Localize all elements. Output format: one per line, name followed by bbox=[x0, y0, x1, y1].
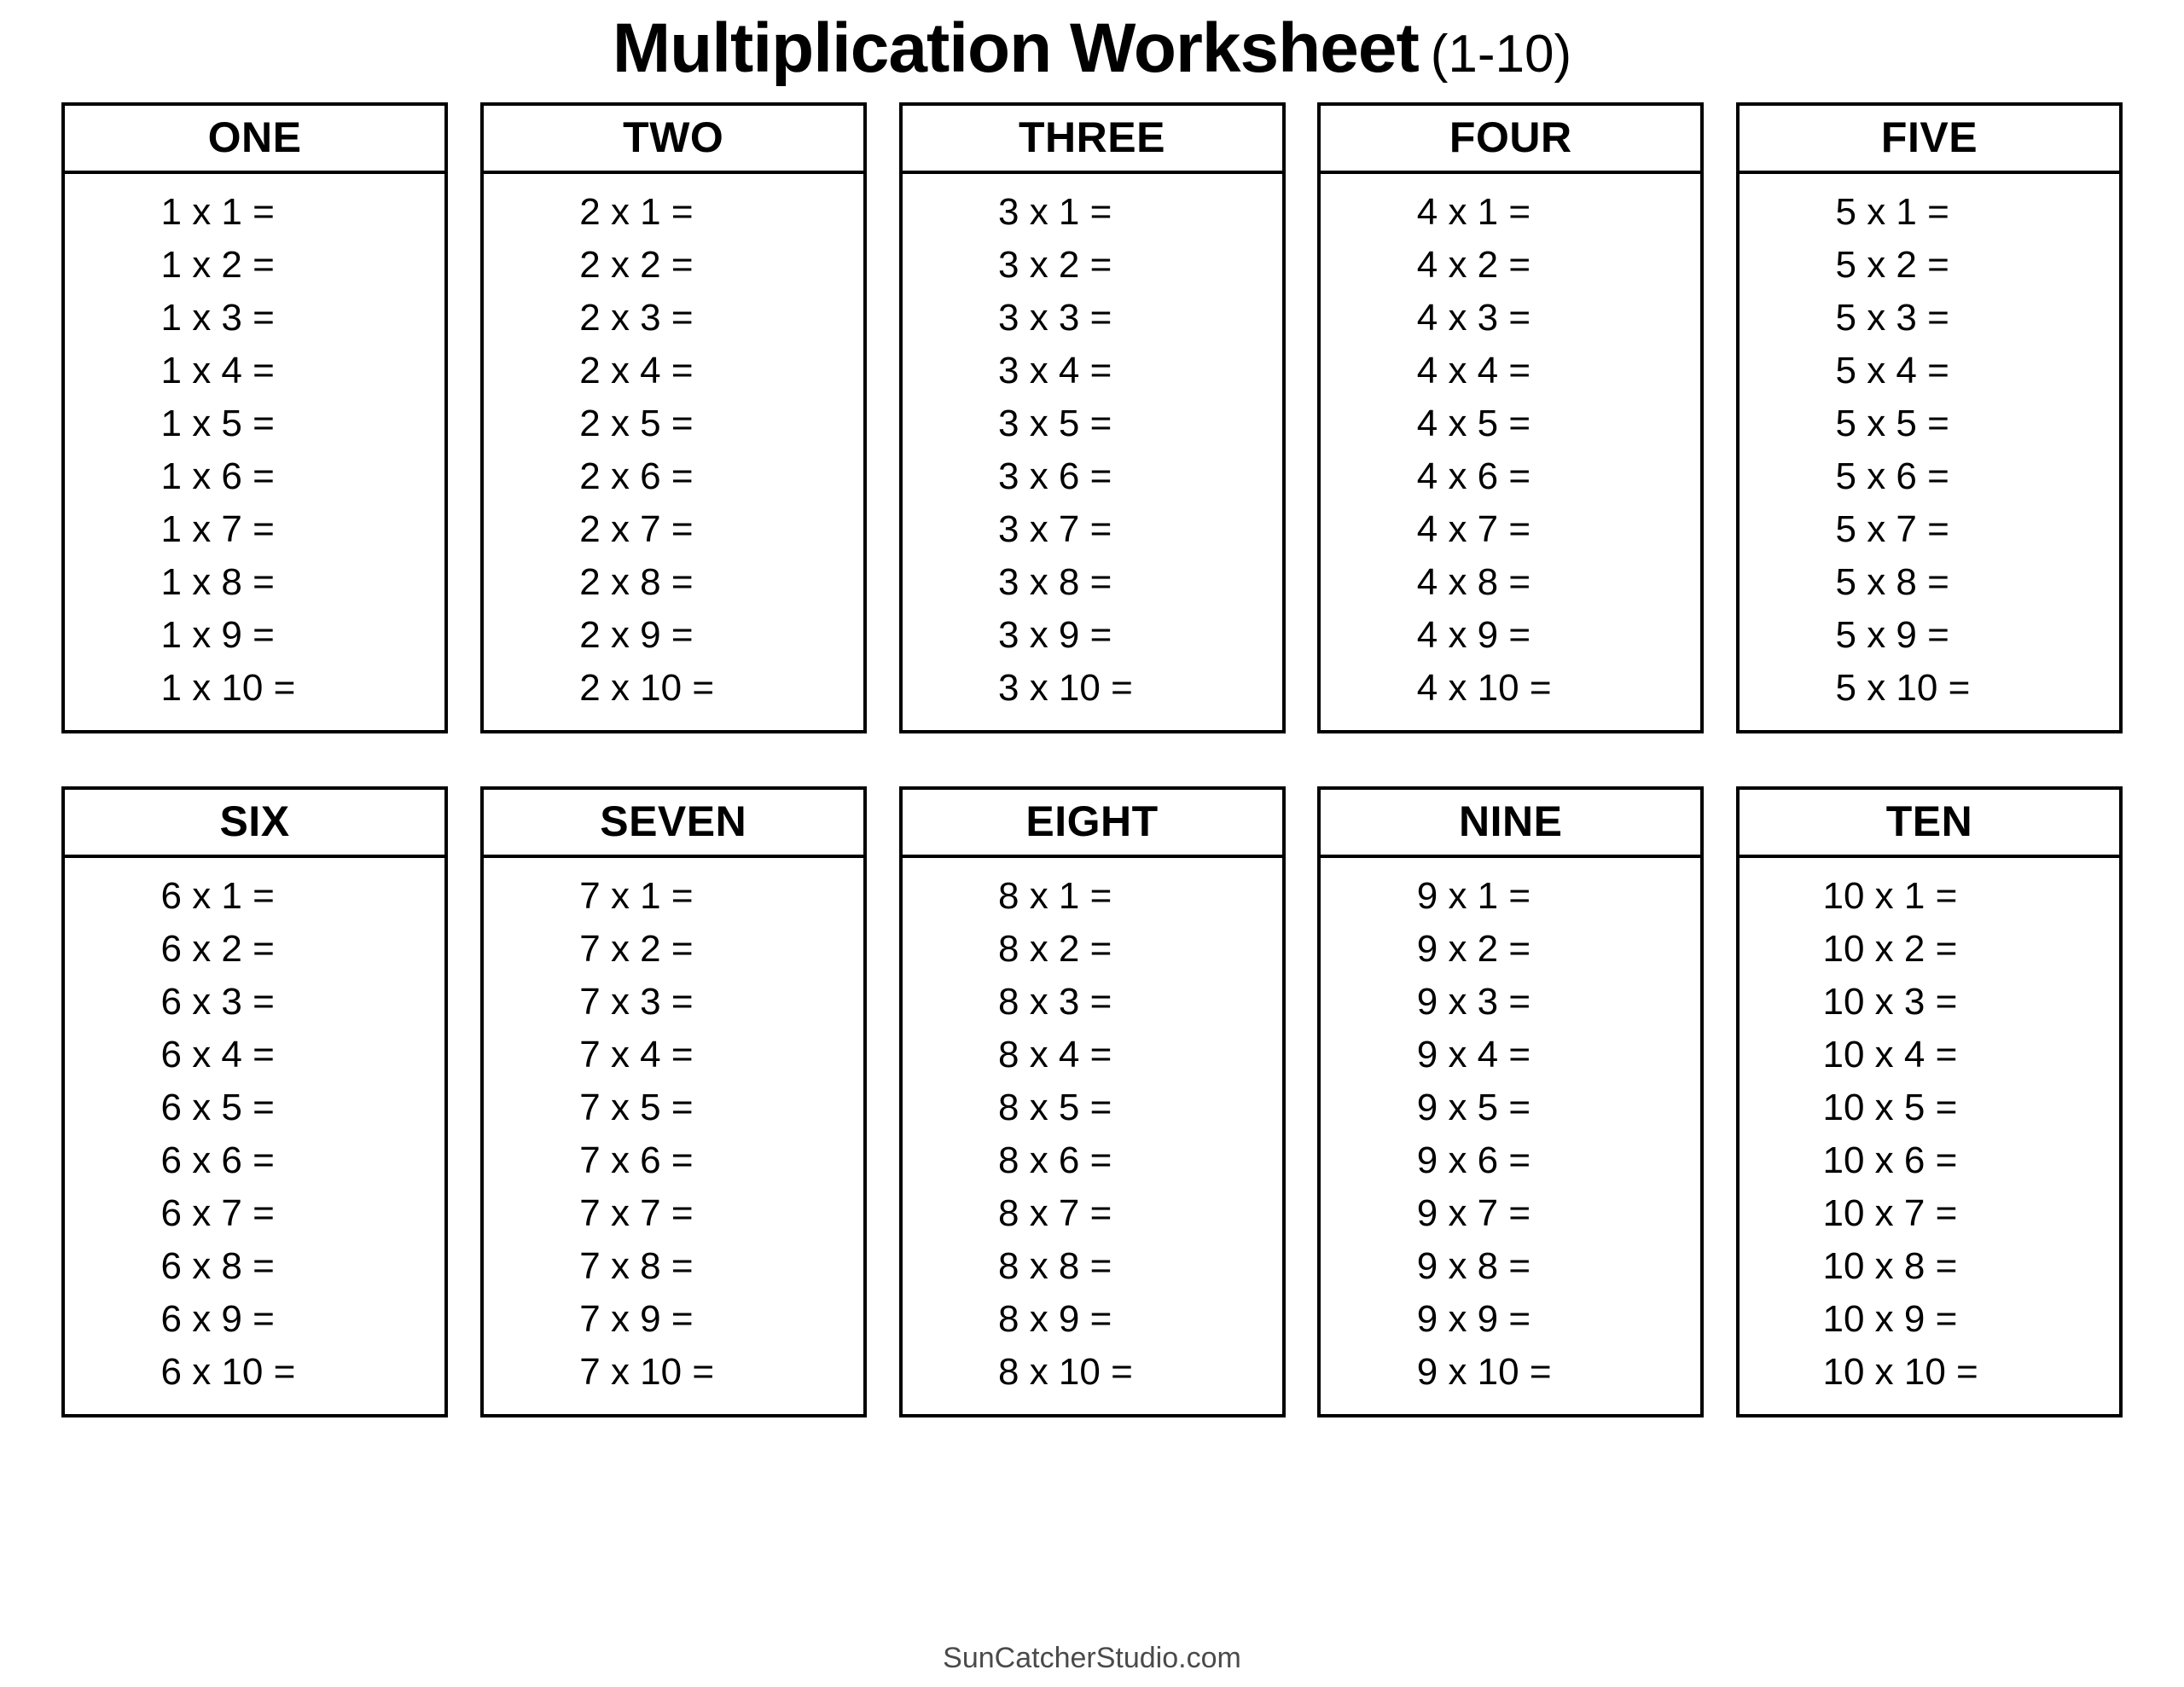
equation-text: 10 x 5 = bbox=[1822, 1087, 1958, 1128]
equation-row bbox=[903, 1293, 1282, 1346]
equation-row bbox=[1740, 556, 2119, 609]
equation-text: 1 x 5 = bbox=[160, 403, 275, 444]
equation-row bbox=[903, 503, 1282, 556]
equation-row bbox=[1321, 503, 1700, 556]
equation-text: 10 x 1 = bbox=[1822, 875, 1958, 917]
equation-row bbox=[903, 186, 1282, 239]
equation-row bbox=[1740, 662, 2119, 715]
table-heading: SEVEN bbox=[484, 790, 863, 858]
equation-row bbox=[903, 345, 1282, 397]
table-body bbox=[1321, 858, 1700, 1414]
equation-row bbox=[903, 976, 1282, 1029]
table-card-five bbox=[1736, 102, 2123, 733]
equation-text: 10 x 6 = bbox=[1822, 1139, 1958, 1181]
equation-row bbox=[65, 1187, 444, 1240]
equation-text: 1 x 7 = bbox=[160, 508, 275, 550]
equation-row bbox=[484, 186, 863, 239]
equation-text: 8 x 5 = bbox=[998, 1087, 1112, 1128]
equation-row bbox=[484, 923, 863, 976]
table-body bbox=[1740, 174, 2119, 730]
equation-row bbox=[1321, 1240, 1700, 1293]
equation-row bbox=[1740, 345, 2119, 397]
equation-row bbox=[1321, 397, 1700, 450]
table-heading: SIX bbox=[65, 790, 444, 858]
equation-text: 8 x 4 = bbox=[998, 1034, 1112, 1075]
equation-row bbox=[484, 870, 863, 923]
equation-row bbox=[1321, 609, 1700, 662]
equation-text: 2 x 3 = bbox=[579, 297, 694, 339]
equation-text: 5 x 7 = bbox=[1835, 508, 1949, 550]
table-row-top bbox=[61, 102, 2123, 733]
equation-text: 6 x 6 = bbox=[160, 1139, 275, 1181]
site-credit: SunCatcherStudio.com bbox=[943, 1642, 1241, 1674]
equation-text: 2 x 2 = bbox=[579, 244, 694, 286]
equation-text: 4 x 4 = bbox=[1416, 350, 1531, 391]
table-body bbox=[1321, 174, 1700, 730]
equation-row bbox=[1740, 976, 2119, 1029]
equation-text: 5 x 1 = bbox=[1835, 191, 1949, 233]
equation-row bbox=[484, 662, 863, 715]
equation-row bbox=[1321, 870, 1700, 923]
equation-text: 9 x 6 = bbox=[1416, 1139, 1531, 1181]
equation-row bbox=[903, 662, 1282, 715]
equation-text: 9 x 8 = bbox=[1416, 1245, 1531, 1287]
equation-row bbox=[903, 450, 1282, 503]
table-heading: TWO bbox=[484, 106, 863, 174]
equation-row bbox=[65, 1081, 444, 1134]
equation-row bbox=[1740, 292, 2119, 345]
table-body bbox=[65, 858, 444, 1414]
equation-row bbox=[1321, 1187, 1700, 1240]
equation-text: 8 x 8 = bbox=[998, 1245, 1112, 1287]
equation-text: 7 x 9 = bbox=[579, 1298, 694, 1340]
equation-text: 10 x 4 = bbox=[1822, 1034, 1958, 1075]
equation-text: 6 x 4 = bbox=[160, 1034, 275, 1075]
equation-row bbox=[65, 1240, 444, 1293]
row-spacer bbox=[61, 733, 2123, 786]
equation-row bbox=[65, 186, 444, 239]
table-card-ten bbox=[1736, 786, 2123, 1417]
table-card-one bbox=[61, 102, 448, 733]
equation-row bbox=[484, 1293, 863, 1346]
equation-text: 9 x 10 = bbox=[1416, 1351, 1552, 1393]
equation-row bbox=[1321, 1081, 1700, 1134]
equation-row bbox=[65, 397, 444, 450]
equation-row bbox=[1321, 662, 1700, 715]
equation-row bbox=[65, 609, 444, 662]
equation-text: 3 x 6 = bbox=[998, 455, 1112, 497]
equation-row bbox=[65, 976, 444, 1029]
equation-row bbox=[484, 450, 863, 503]
equation-text: 2 x 4 = bbox=[579, 350, 694, 391]
equation-text: 7 x 4 = bbox=[579, 1034, 694, 1075]
equation-text: 4 x 10 = bbox=[1416, 667, 1552, 709]
equation-row bbox=[484, 1134, 863, 1187]
equation-row bbox=[65, 556, 444, 609]
equation-row bbox=[903, 1081, 1282, 1134]
equation-row bbox=[1321, 976, 1700, 1029]
equation-text: 4 x 5 = bbox=[1416, 403, 1531, 444]
table-heading: TEN bbox=[1740, 790, 2119, 858]
equation-text: 8 x 1 = bbox=[998, 875, 1112, 917]
table-card-six bbox=[61, 786, 448, 1417]
equation-text: 3 x 2 = bbox=[998, 244, 1112, 286]
equation-text: 8 x 10 = bbox=[998, 1351, 1133, 1393]
equation-text: 7 x 8 = bbox=[579, 1245, 694, 1287]
equation-text: 4 x 9 = bbox=[1416, 614, 1531, 656]
equation-row bbox=[65, 292, 444, 345]
equation-row bbox=[65, 239, 444, 292]
table-heading: FOUR bbox=[1321, 106, 1700, 174]
equation-row bbox=[65, 345, 444, 397]
equation-row bbox=[65, 1134, 444, 1187]
equation-row bbox=[1740, 1240, 2119, 1293]
equation-row bbox=[65, 1029, 444, 1081]
equation-row bbox=[1321, 556, 1700, 609]
equation-row bbox=[903, 609, 1282, 662]
equation-text: 10 x 3 = bbox=[1822, 981, 1958, 1023]
equation-row bbox=[65, 870, 444, 923]
equation-text: 9 x 3 = bbox=[1416, 981, 1531, 1023]
table-body bbox=[903, 174, 1282, 730]
equation-row bbox=[1740, 1029, 2119, 1081]
equation-text: 8 x 9 = bbox=[998, 1298, 1112, 1340]
equation-text: 9 x 2 = bbox=[1416, 928, 1531, 970]
equation-row bbox=[1740, 1187, 2119, 1240]
equation-row bbox=[1740, 503, 2119, 556]
equation-row bbox=[65, 1293, 444, 1346]
equation-text: 4 x 7 = bbox=[1416, 508, 1531, 550]
table-heading: THREE bbox=[903, 106, 1282, 174]
equation-text: 2 x 7 = bbox=[579, 508, 694, 550]
equation-row bbox=[1740, 450, 2119, 503]
table-card-two bbox=[480, 102, 867, 733]
equation-row bbox=[1740, 1134, 2119, 1187]
equation-row bbox=[484, 1240, 863, 1293]
equation-text: 9 x 1 = bbox=[1416, 875, 1531, 917]
equation-text: 1 x 9 = bbox=[160, 614, 275, 656]
equation-text: 6 x 10 = bbox=[160, 1351, 296, 1393]
equation-row bbox=[1321, 1029, 1700, 1081]
equation-row bbox=[903, 1029, 1282, 1081]
equation-text: 3 x 3 = bbox=[998, 297, 1112, 339]
equation-text: 7 x 5 = bbox=[579, 1087, 694, 1128]
equation-row bbox=[903, 1187, 1282, 1240]
table-card-seven bbox=[480, 786, 867, 1417]
table-heading: EIGHT bbox=[903, 790, 1282, 858]
equation-text: 5 x 6 = bbox=[1835, 455, 1949, 497]
equation-row bbox=[1321, 1134, 1700, 1187]
equation-row bbox=[903, 870, 1282, 923]
equation-text: 5 x 5 = bbox=[1835, 403, 1949, 444]
page-title-main: Multiplication Worksheet bbox=[612, 9, 1419, 87]
equation-text: 1 x 10 = bbox=[160, 667, 296, 709]
equation-text: 2 x 9 = bbox=[579, 614, 694, 656]
equation-row bbox=[903, 1240, 1282, 1293]
equation-row bbox=[484, 976, 863, 1029]
equation-row bbox=[903, 397, 1282, 450]
equation-row bbox=[1321, 292, 1700, 345]
equation-row bbox=[65, 923, 444, 976]
equation-row bbox=[484, 503, 863, 556]
table-body bbox=[484, 174, 863, 730]
table-heading: FIVE bbox=[1740, 106, 2119, 174]
equation-text: 5 x 9 = bbox=[1835, 614, 1949, 656]
equation-row bbox=[903, 556, 1282, 609]
equation-row bbox=[1321, 1293, 1700, 1346]
equation-text: 1 x 6 = bbox=[160, 455, 275, 497]
equation-row bbox=[484, 345, 863, 397]
table-card-three bbox=[899, 102, 1286, 733]
page-title-range: (1-10) bbox=[1430, 25, 1572, 84]
equation-text: 10 x 9 = bbox=[1822, 1298, 1958, 1340]
equation-text: 7 x 3 = bbox=[579, 981, 694, 1023]
equation-text: 5 x 2 = bbox=[1835, 244, 1949, 286]
equation-text: 2 x 8 = bbox=[579, 561, 694, 603]
table-body bbox=[903, 858, 1282, 1414]
equation-text: 4 x 1 = bbox=[1416, 191, 1531, 233]
equation-row bbox=[65, 503, 444, 556]
equation-row bbox=[484, 609, 863, 662]
table-card-four bbox=[1317, 102, 1704, 733]
equation-row bbox=[65, 1346, 444, 1399]
equation-text: 1 x 4 = bbox=[160, 350, 275, 391]
equation-row bbox=[903, 1346, 1282, 1399]
equation-row bbox=[484, 1081, 863, 1134]
equation-row bbox=[1740, 186, 2119, 239]
table-body bbox=[1740, 858, 2119, 1414]
equation-row bbox=[903, 1134, 1282, 1187]
equation-row bbox=[484, 397, 863, 450]
equation-text: 4 x 3 = bbox=[1416, 297, 1531, 339]
equation-text: 6 x 1 = bbox=[160, 875, 275, 917]
equation-text: 3 x 5 = bbox=[998, 403, 1112, 444]
equation-row bbox=[1321, 1346, 1700, 1399]
table-card-nine bbox=[1317, 786, 1704, 1417]
equation-text: 9 x 9 = bbox=[1416, 1298, 1531, 1340]
equation-text: 6 x 5 = bbox=[160, 1087, 275, 1128]
equation-row bbox=[1321, 450, 1700, 503]
equation-row bbox=[1740, 923, 2119, 976]
page-title bbox=[61, 0, 2123, 102]
equation-text: 9 x 4 = bbox=[1416, 1034, 1531, 1075]
equation-text: 5 x 4 = bbox=[1835, 350, 1949, 391]
equation-text: 1 x 8 = bbox=[160, 561, 275, 603]
equation-row bbox=[1740, 1081, 2119, 1134]
equation-text: 6 x 3 = bbox=[160, 981, 275, 1023]
equation-text: 7 x 2 = bbox=[579, 928, 694, 970]
equation-row bbox=[1321, 923, 1700, 976]
equation-row bbox=[1321, 239, 1700, 292]
equation-text: 6 x 8 = bbox=[160, 1245, 275, 1287]
equation-text: 10 x 8 = bbox=[1822, 1245, 1958, 1287]
table-heading: ONE bbox=[65, 106, 444, 174]
equation-text: 6 x 9 = bbox=[160, 1298, 275, 1340]
equation-text: 6 x 7 = bbox=[160, 1192, 275, 1234]
equation-row bbox=[1740, 609, 2119, 662]
equation-text: 3 x 8 = bbox=[998, 561, 1112, 603]
equation-row bbox=[1740, 1293, 2119, 1346]
equation-text: 7 x 1 = bbox=[579, 875, 694, 917]
equation-text: 7 x 7 = bbox=[579, 1192, 694, 1234]
equation-row bbox=[1740, 1346, 2119, 1399]
equation-text: 8 x 6 = bbox=[998, 1139, 1112, 1181]
table-card-eight bbox=[899, 786, 1286, 1417]
equation-text: 6 x 2 = bbox=[160, 928, 275, 970]
equation-row bbox=[484, 1187, 863, 1240]
equation-row bbox=[65, 450, 444, 503]
equation-row bbox=[1321, 186, 1700, 239]
equation-text: 8 x 2 = bbox=[998, 928, 1112, 970]
equation-text: 5 x 3 = bbox=[1835, 297, 1949, 339]
table-body bbox=[484, 858, 863, 1414]
equation-text: 3 x 9 = bbox=[998, 614, 1112, 656]
equation-text: 2 x 1 = bbox=[579, 191, 694, 233]
equation-row bbox=[903, 239, 1282, 292]
equation-row bbox=[484, 292, 863, 345]
equation-row bbox=[1740, 239, 2119, 292]
equation-text: 7 x 6 = bbox=[579, 1139, 694, 1181]
equation-text: 4 x 8 = bbox=[1416, 561, 1531, 603]
equation-row bbox=[484, 1346, 863, 1399]
equation-row bbox=[484, 1029, 863, 1081]
equation-text: 7 x 10 = bbox=[579, 1351, 715, 1393]
equation-text: 9 x 7 = bbox=[1416, 1192, 1531, 1234]
equation-text: 2 x 5 = bbox=[579, 403, 694, 444]
equation-text: 5 x 8 = bbox=[1835, 561, 1949, 603]
equation-text: 2 x 10 = bbox=[579, 667, 715, 709]
equation-text: 4 x 6 = bbox=[1416, 455, 1531, 497]
table-body bbox=[65, 174, 444, 730]
equation-text: 3 x 1 = bbox=[998, 191, 1112, 233]
equation-text: 8 x 7 = bbox=[998, 1192, 1112, 1234]
equation-row bbox=[484, 556, 863, 609]
equation-text: 3 x 10 = bbox=[998, 667, 1133, 709]
equation-row bbox=[65, 662, 444, 715]
equation-row bbox=[1740, 870, 2119, 923]
equation-text: 5 x 10 = bbox=[1835, 667, 1971, 709]
equation-row bbox=[903, 923, 1282, 976]
equation-text: 3 x 4 = bbox=[998, 350, 1112, 391]
equation-text: 10 x 2 = bbox=[1822, 928, 1958, 970]
equation-text: 3 x 7 = bbox=[998, 508, 1112, 550]
equation-text: 2 x 6 = bbox=[579, 455, 694, 497]
equation-text: 10 x 10 = bbox=[1822, 1351, 1978, 1393]
equation-row bbox=[903, 292, 1282, 345]
equation-text: 9 x 5 = bbox=[1416, 1087, 1531, 1128]
equation-text: 1 x 2 = bbox=[160, 244, 275, 286]
equation-row bbox=[1740, 397, 2119, 450]
equation-text: 1 x 3 = bbox=[160, 297, 275, 339]
equation-text: 1 x 1 = bbox=[160, 191, 275, 233]
table-row-bottom bbox=[61, 786, 2123, 1417]
equation-row bbox=[484, 239, 863, 292]
table-heading: NINE bbox=[1321, 790, 1700, 858]
equation-text: 10 x 7 = bbox=[1822, 1192, 1958, 1234]
equation-row bbox=[1321, 345, 1700, 397]
equation-text: 8 x 3 = bbox=[998, 981, 1112, 1023]
equation-text: 4 x 2 = bbox=[1416, 244, 1531, 286]
